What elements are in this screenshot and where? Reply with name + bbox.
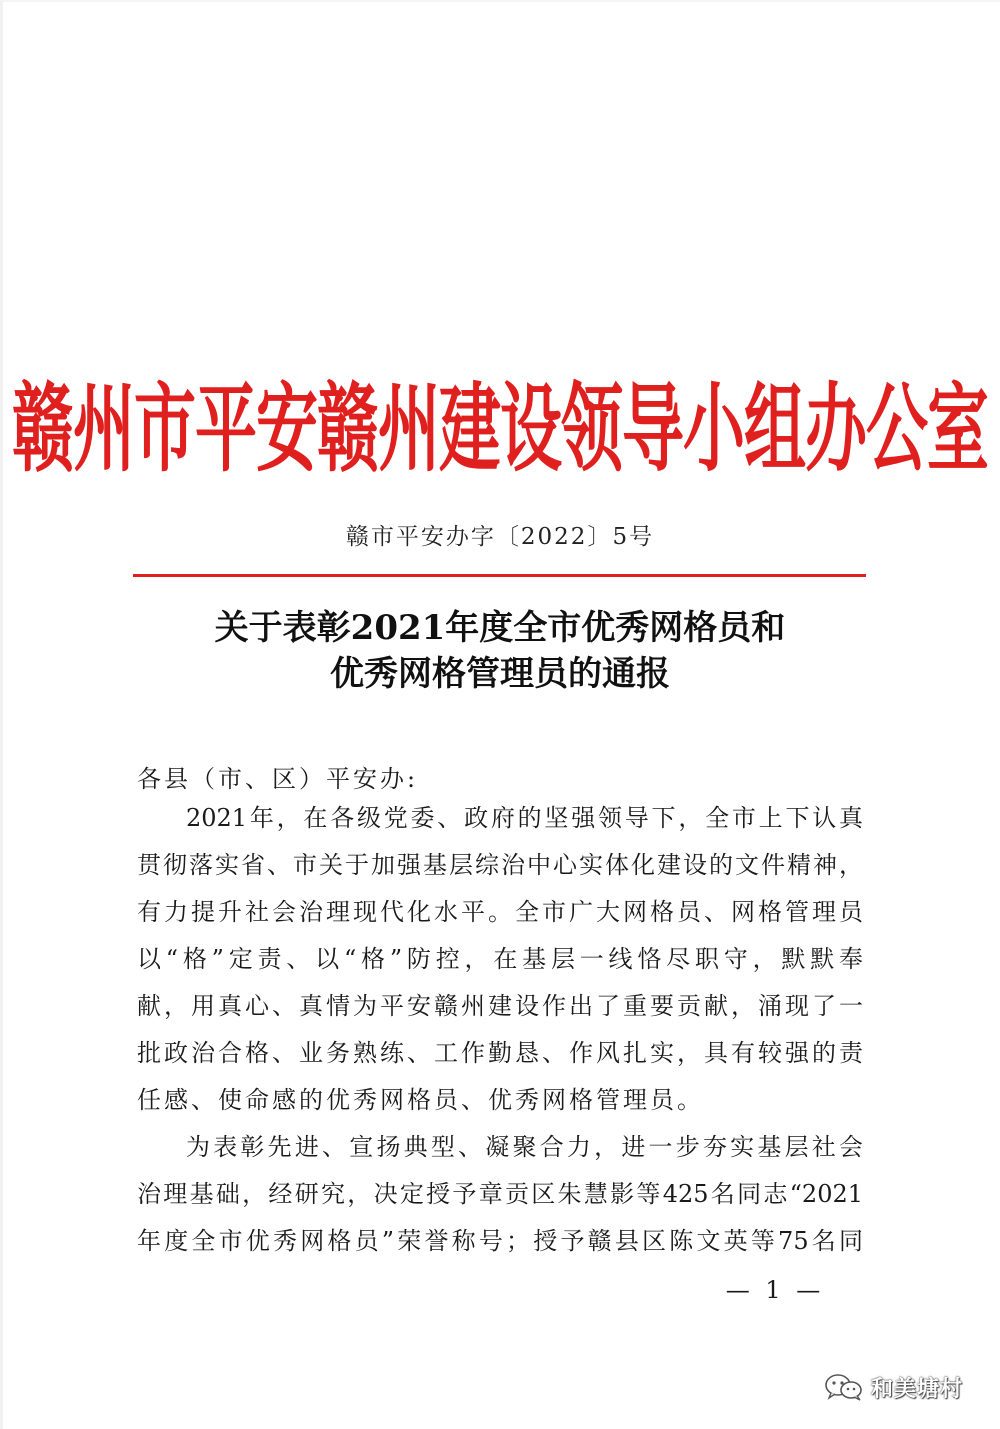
wechat-icon (823, 1372, 865, 1402)
notice-title-line-2: 优秀网格管理员的通报 (330, 654, 670, 694)
body-paragraph-line: 2021年，在各级党委、政府的坚强领导下，全市上下认真 (186, 804, 863, 832)
watermark-account-name: 和美塘村 (871, 1376, 964, 1402)
body-paragraph-line: 以“格”定责、以“格”防控，在基层一线恪尽职守，默默奉 (137, 945, 863, 973)
wechat-watermark (823, 1372, 963, 1402)
salutation: 各县（市、区）平安办: (137, 765, 419, 793)
body-paragraph-line: 年度全市优秀网格员”荣誉称号；授予赣县区陈文英等75名同 (137, 1227, 863, 1255)
body-paragraph-line: 任感、使命感的优秀网格员、优秀网格管理员。 (137, 1086, 704, 1114)
body-paragraph-line: 有力提升社会治理现代化水平。全市广大网格员、网格管理员 (137, 898, 863, 926)
issuing-office-title: 赣州市平安赣州建设领导小组办公室 (11, 372, 988, 486)
body-paragraph-line: 为表彰先进、宣扬典型、凝聚合力，进一步夯实基层社会 (186, 1133, 863, 1161)
page-number: — 1 — (725, 1276, 825, 1304)
body-paragraph-line: 批政治合格、业务熟练、工作勤恳、作风扎实，具有较强的责 (137, 1039, 863, 1067)
body-paragraph-line: 治理基础，经研究，决定授予章贡区朱慧影等425名同志“2021 (137, 1180, 863, 1208)
notice-title-line-1: 关于表彰2021年度全市优秀网格员和 (214, 608, 786, 648)
red-divider-line (133, 574, 866, 577)
document-number: 赣市平安办字〔2022〕5号 (345, 524, 655, 550)
body-paragraph-line: 贯彻落实省、市关于加强基层综治中心实体化建设的文件精神， (137, 851, 863, 879)
body-paragraph-line: 献，用真心、真情为平安赣州建设作出了重要贡献，涌现了一 (137, 992, 863, 1020)
